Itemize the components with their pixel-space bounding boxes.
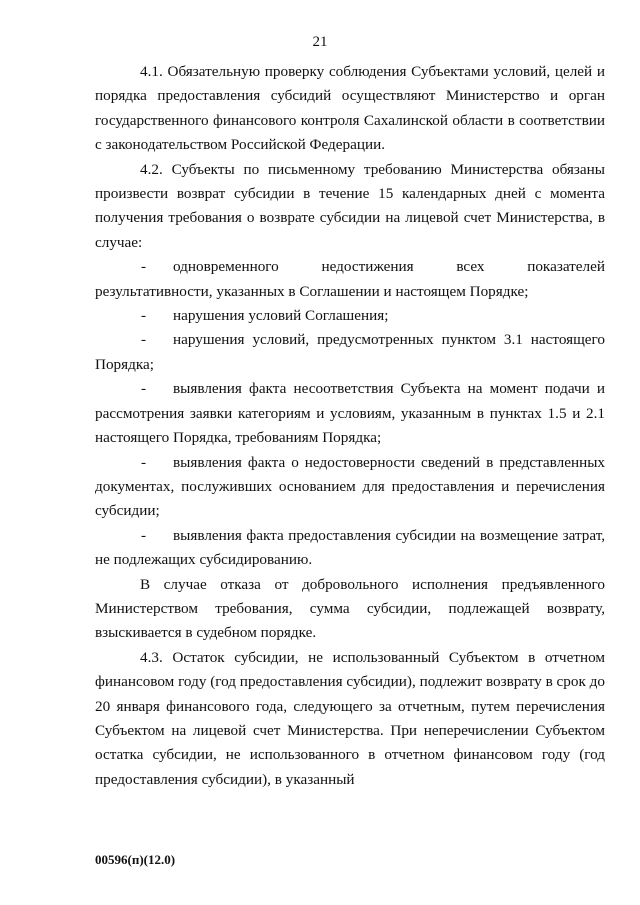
list-item [95,328,605,377]
list-item-text: выявления факта о недостоверности сведений в представленных документах, послуживших основанием для предоставления и перечисления субсидии; [95,453,605,520]
list-item-text: выявления факта несоответствия Субъекта на момент подачи и рассмотрения заявки категориям и условиям, указанным в пунктах 1.5 и 2.1 настоящего Порядка, требованиям Порядка; [95,380,605,447]
list-item [95,304,605,328]
paragraph-4-3: 4.3. Остаток субсидии, не использованный Субъектом в отчетном финансовом году (год предоставления субсидии), подлежит возврату в срок до 20 января финансового года, следующего за отчетным, путем перечисления Субъектом на лицевой счет Министерства. При неперечислении Субъектом остатка субсидии, не использованного в отчетном финансовом году (год предоставления субсидии), в указанный [95,648,605,788]
bullet-dash: - [141,307,147,325]
page-number: 21 [312,34,328,50]
list-item [95,524,605,573]
list-item-text: одновременного недостижения всех показателей результативности, указанных в Соглашении и настоящем Порядке; [95,258,605,300]
bullet-dash: - [141,526,147,544]
bullet-dash: - [141,258,147,276]
list-item-text: нарушения условий Соглашения; [173,307,389,325]
bullet-dash: - [141,331,147,349]
list-item-text: выявления факта предоставления субсидии на возмещение затрат, не подлежащих субсидированию. [95,526,605,569]
list-item-text: нарушения условий, предусмотренных пунктом 3.1 настоящего Порядка; [95,331,605,373]
list-item [95,255,605,304]
list-item [95,451,605,524]
list-item [95,377,605,450]
document-body [95,60,605,792]
bullet-dash: - [141,380,147,398]
bullet-dash: - [141,453,147,471]
paragraph-4-1: 4.1. Обязательную проверку соблюдения Субъектами условий, целей и порядка предоставления субсидий осуществляют Министерство и орган государственного финансового контроля Сахалинской области в соответствии с законодательством Российской Федерации. [95,63,605,154]
paragraph-refusal: В случае отказа от добровольного исполнения предъявленного Министерством требования, сумма субсидии, подлежащей возврату, взыскивается в судебном порядке. [95,575,605,642]
document-code: 00596(п)(12.0) [95,852,176,867]
paragraph-4-2: 4.2. Субъекты по письменному требованию Министерства обязаны произвести возврат субсидии в течение 15 календарных дней с момента получения требования о возврате субсидии на лицевой счет Министерства, в случае: [95,160,605,251]
